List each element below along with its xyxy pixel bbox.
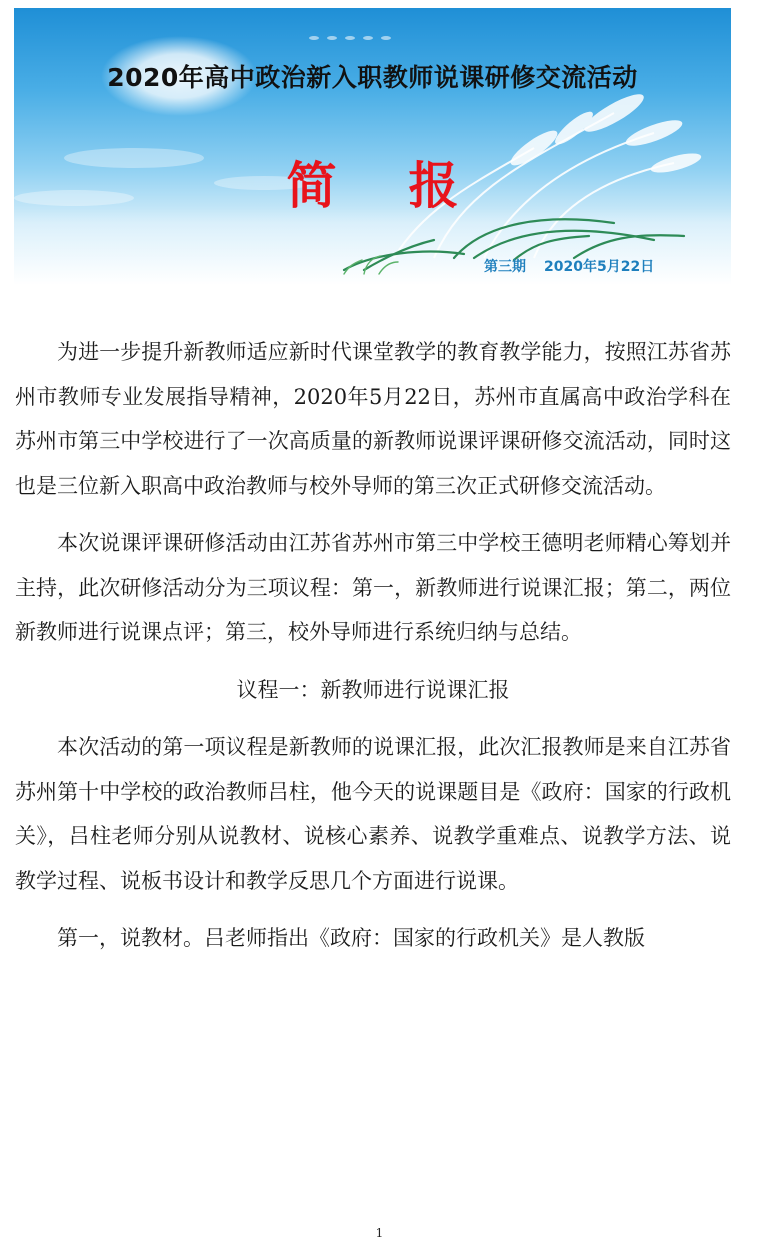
bulletin-heading: 简报 [286,156,531,215]
issue-date: 2020年5月22日 [544,259,655,275]
article-body [15,330,731,974]
report-title: 2020年高中政治新入职教师说课研修交流活动 [107,63,638,92]
page-number: 1 [375,1226,384,1240]
paragraph: 第一，说教材。吕老师指出《政府：国家的行政机关》是人教版 [57,926,645,950]
issue-info [484,256,672,276]
issue-number: 第三期 [484,259,526,275]
header-banner [14,8,731,284]
paragraph: 本次说课评课研修活动由江苏省苏州市第三中学校王德明老师精心筹划并主持，此次研修活动分为三项议程：第一，新教师进行说课汇报；第二，两位新教师进行说课点评；第三，校外导师进行系统归纳与总结。 [15,531,731,644]
paragraph: 本次活动的第一项议程是新教师的说课汇报，此次汇报教师是来自江苏省苏州第十中学校的政治教师吕柱，他今天的说课题目是《政府：国家的行政机关》，吕柱老师分别从说教材、说核心素养、说教学重难点、说教学方法、说教学过程、说板书设计和教学反思几个方面进行说课。 [15,735,731,893]
section-heading: 议程一：新教师进行说课汇报 [236,677,510,702]
paragraph: 为进一步提升新教师适应新时代课堂教学的教育教学能力，按照江苏省苏州市教师专业发展指导精神，2020年5月22日，苏州市直属高中政治学科在苏州市第三中学校进行了一次高质量的新教师说课评课研修交流活动，同时这也是三位新入职高中政治教师与校外导师的第三次正式研修交流活动。 [15,340,731,498]
